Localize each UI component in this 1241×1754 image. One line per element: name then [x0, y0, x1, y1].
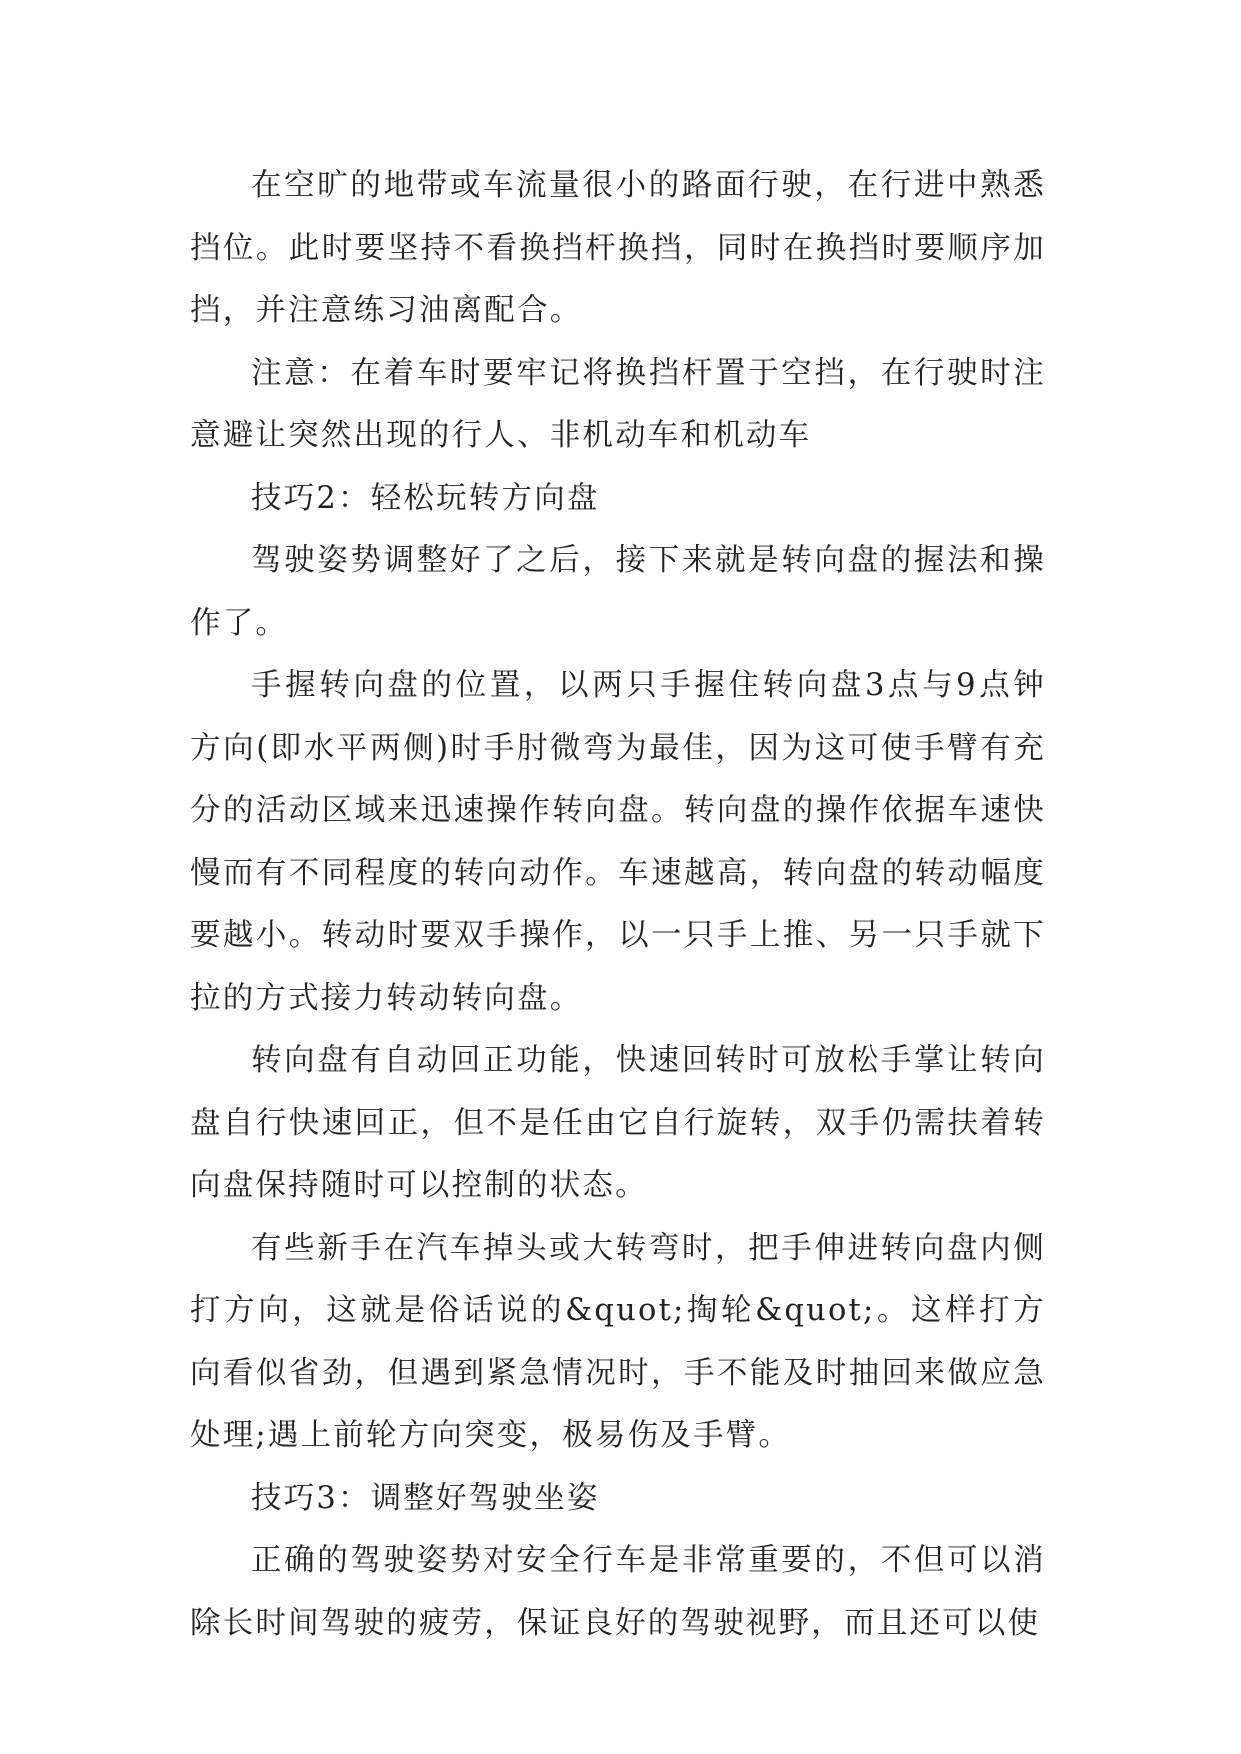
paragraph-hand-position: 手握转向盘的位置，以两只手握住转向盘3点与9点钟方向(即水平两侧)时手肘微弯为最佳，因为这可使手臂有充分的活动区域来迅速操作转向盘。转向盘的操作依据车速快慢而有不同程度的转向动作。车速越高，转向盘的转动幅度要越小。转动时要双手操作，以一只手上推、另一只手就下拉的方式接力转动转向盘。 — [190, 668, 1046, 1016]
paragraph-self-centering: 转向盘有自动回正功能，快速回转时可放松手掌让转向盘自行快速回正，但不是任由它自行旋转，双手仍需扶着转向盘保持随时可以控制的状态。 — [190, 1043, 1046, 1203]
heading-tip-3: 技巧3：调整好驾驶坐姿 — [251, 1480, 600, 1516]
paragraph-caution: 注意：在着车时要牢记将换挡杆置于空挡，在行驶时注意避让突然出现的行人、非机动车和机动车 — [190, 355, 1046, 453]
paragraph-palming-warning: 有些新手在汽车掉头或大转弯时，把手伸进转向盘内侧打方向，这就是俗话说的&quot;掏轮&quot;。这样打方向看似省劲，但遇到紧急情况时，手不能及时抽回来做应急处理;遇上前轮方向突变，极易伤及手臂。 — [190, 1230, 1046, 1453]
heading-tip-2: 技巧2：轻松玩转方向盘 — [251, 480, 600, 516]
paragraph-steering-intro: 驾驶姿势调整好了之后，接下来就是转向盘的握法和操作了。 — [190, 543, 1046, 641]
paragraph-gear-practice: 在空旷的地带或车流量很小的路面行驶，在行进中熟悉挡位。此时要坚持不看换挡杆换挡，同时在换挡时要顺序加挡，并注意练习油离配合。 — [190, 168, 1046, 328]
document-page — [190, 155, 1046, 1655]
paragraph-driving-posture: 正确的驾驶姿势对安全行车是非常重要的，不但可以消除长时间驾驶的疲劳，保证良好的驾驶视野，而且还可以使 — [190, 1543, 1046, 1641]
